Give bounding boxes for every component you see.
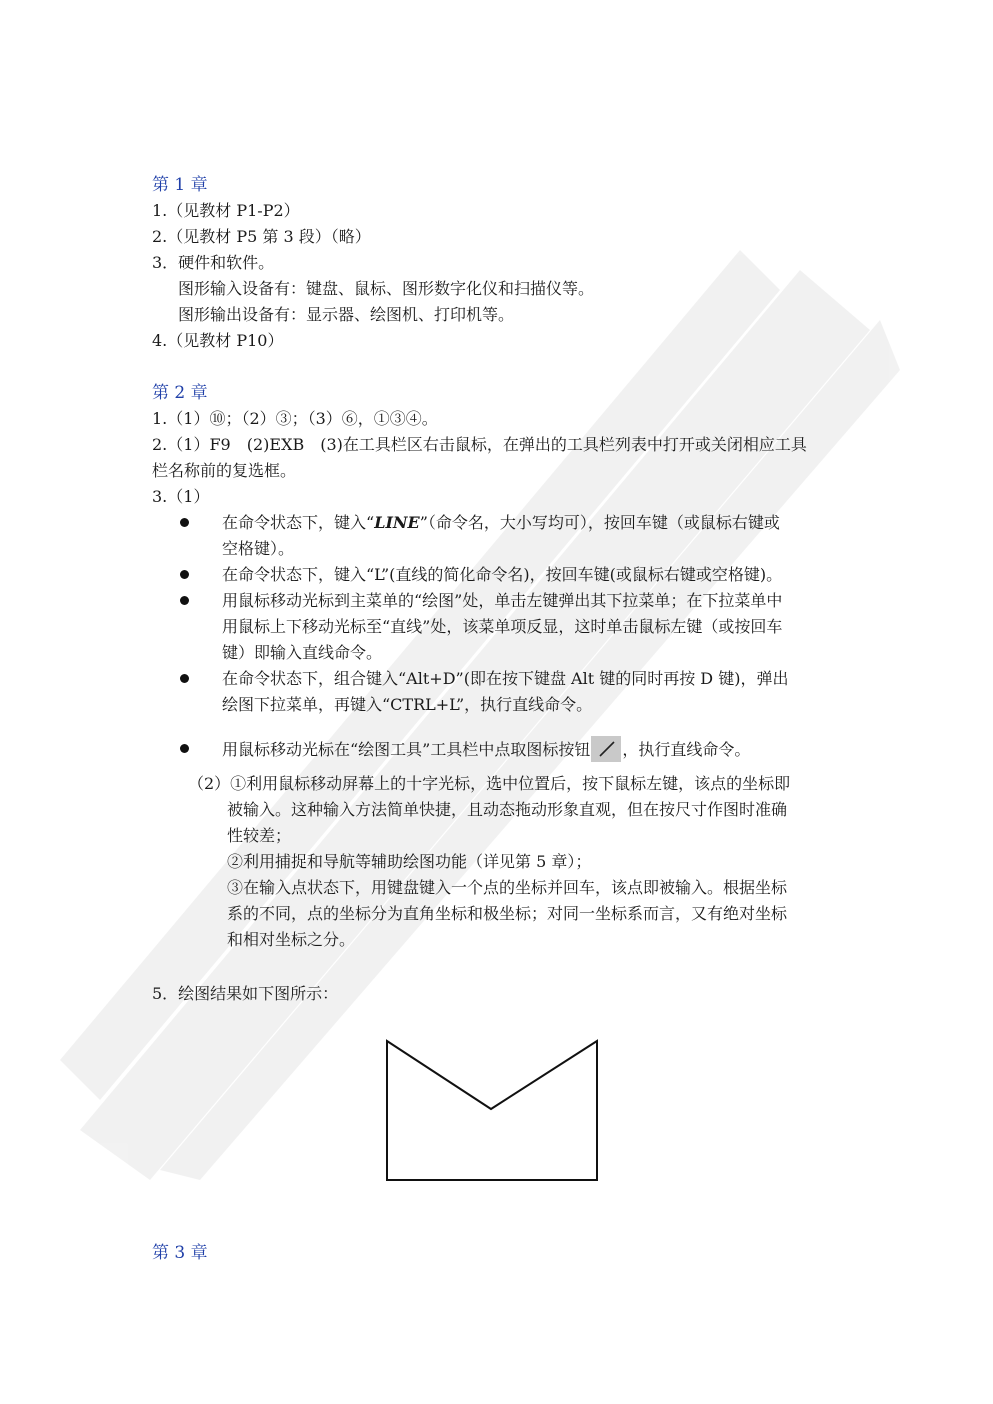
bullet-4-line-1: 在命令状态下，组合键入“Alt+D”(即在按下键盘 Alt 键的同时再按 D 键)，弹出 xyxy=(222,669,789,688)
part-2-line-3: 性较差； xyxy=(227,826,292,845)
ch2-item-3: 3.（1） xyxy=(152,487,210,506)
bullet-1-line-1: 在命令状态下，键入“LINE”（命令名，大小写均可），按回车键（或鼠标右键或 xyxy=(222,513,780,532)
bullet-2-line-1: 在命令状态下，键入“L”(直线的简化命令名)，按回车键(或鼠标右键或空格键)。 xyxy=(222,565,783,584)
ch2-item-1: 1.（1）⑩；（2）③；（3）⑥，①③④。 xyxy=(152,409,438,428)
part-2-line-7: 和相对坐标之分。 xyxy=(227,930,356,949)
bullet-2 xyxy=(180,570,189,579)
line-tool-icon xyxy=(591,736,621,762)
chapter-3-title: 第 3 章 xyxy=(152,1243,208,1263)
bullet-5-line-1: 用鼠标移动光标在“绘图工具”工具栏中点取图标按钮 ，执行直线命令。 xyxy=(222,736,750,763)
ch1-item-4: 4.（见教材 P10） xyxy=(152,331,284,350)
ch2-item-2-line-1: 2.（1）F9 (2)EXB (3)在工具栏区右击鼠标，在弹出的工具栏列表中打开或关闭相应工具 xyxy=(152,435,807,454)
part-2-line-4: ②利用捕捉和导航等辅助绘图功能（详见第 5 章）； xyxy=(227,852,592,871)
ch1-item-2: 2.（见教材 P5 第 3 段）（略） xyxy=(152,227,371,246)
bullet-1-line-2: 空格键）。 xyxy=(222,539,295,558)
part-2-line-5: ③在输入点状态下，用键盘键入一个点的坐标并回车，该点即被输入。根据坐标 xyxy=(227,878,788,897)
bullet-3 xyxy=(180,596,189,605)
bullet-5 xyxy=(180,744,189,753)
bullet-3-line-3: 键）即输入直线命令。 xyxy=(222,643,383,662)
bullet-3-line-2: 用鼠标上下移动光标至“直线”处，该菜单项反显，这时单击鼠标左键（或按回车 xyxy=(222,617,783,636)
part-2-line-2: 被输入。这种输入方法简单快捷，且动态拖动形象直观，但在按尺寸作图时准确 xyxy=(227,800,788,819)
bullet-1 xyxy=(180,518,189,527)
part-2-line-1: （2）①利用鼠标移动屏幕上的十字光标，选中位置后，按下鼠标左键，该点的坐标即 xyxy=(188,774,791,793)
ch2-item-5: 5．绘图结果如下图所示： xyxy=(152,984,339,1003)
ch1-item-1: 1.（见教材 P1-P2） xyxy=(152,201,300,220)
chapter-2-title: 第 2 章 xyxy=(152,383,208,403)
bullet-4-line-2: 绘图下拉菜单，再键入“CTRL+L”，执行直线命令。 xyxy=(222,695,593,714)
ch1-item-3-output: 图形输出设备有：显示器、绘图机、打印机等。 xyxy=(178,305,515,324)
bullet-4 xyxy=(180,674,189,683)
drawing-result-figure xyxy=(380,1034,605,1188)
bullet-3-line-1: 用鼠标移动光标到主菜单的“绘图”处，单击左键弹出其下拉菜单；在下拉菜单中 xyxy=(222,591,783,610)
ch1-item-3-input: 图形输入设备有：键盘、鼠标、图形数字化仪和扫描仪等。 xyxy=(178,279,595,298)
ch1-item-3: 3．硬件和软件。 xyxy=(152,253,275,272)
ch2-item-2-line-2: 栏名称前的复选框。 xyxy=(152,461,297,480)
part-2-line-6: 系的不同，点的坐标分为直角坐标和极坐标；对同一坐标系而言，又有绝对坐标 xyxy=(227,904,788,923)
chapter-1-title: 第 1 章 xyxy=(152,175,208,195)
